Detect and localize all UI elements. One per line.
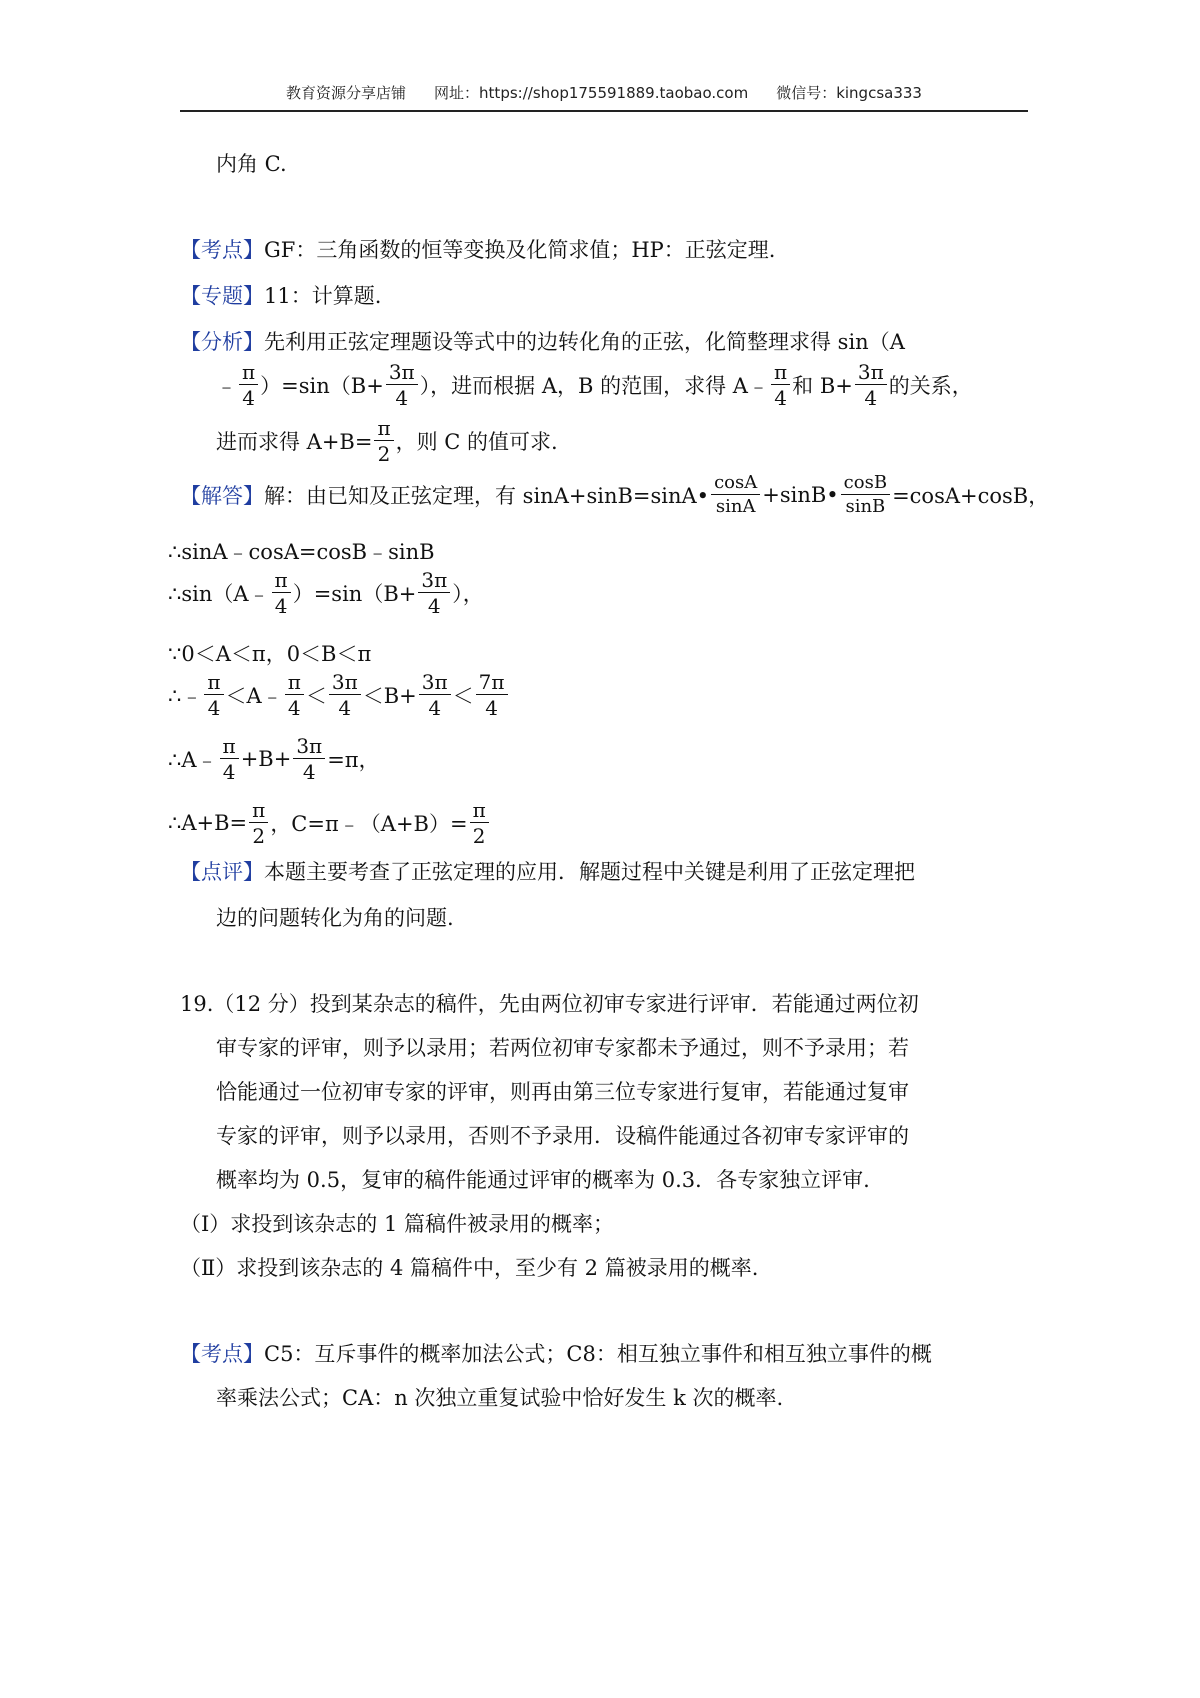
step-6: ∴A+B= $\frac{\pi}{2}$ ，C=π﹣（A+B）= $\frac{\pi}{2}$ (168, 800, 491, 846)
q19-line-3: 恰能通过一位初审专家的评审，则再由第三位专家进行复审，若能通过复审 (216, 1080, 909, 1104)
fraction: $\frac{\pi}{4}$ (239, 362, 258, 408)
fraction: $\frac{3\pi}{4}$ (329, 672, 361, 718)
fraction: $\frac{\cos B}{\sin B}$ (841, 474, 890, 516)
fraction: $\frac{\pi}{4}$ (771, 362, 790, 408)
fraction: $\frac{3\pi}{4}$ (386, 362, 418, 408)
kaodian-line: 【考点】 GF：三角函数的恒等变换及化简求值；HP：正弦定理. (180, 234, 775, 264)
header-site: 网址：https://shop175591889.taobao.com (434, 84, 749, 102)
q19-part-2: （Ⅱ）求投到该杂志的 4 篇稿件中，至少有 2 篇被录用的概率. (180, 1256, 759, 1280)
fraction: $\frac{\pi}{4}$ (272, 570, 291, 616)
page-header (180, 82, 1028, 112)
dianping-line-1: 【点评】 本题主要考查了正弦定理的应用．解题过程中关键是利用了正弦定理把 (180, 856, 915, 886)
fenxi-line-1: 【分析】 先利用正弦定理题设等式中的边转化角的正弦，化简整理求得 sin（A (180, 326, 905, 356)
fraction: $\frac{\pi}{4}$ (285, 672, 304, 718)
fraction: $\frac{3\pi}{4}$ (293, 736, 325, 782)
fraction: $\frac{\pi}{2}$ (249, 800, 268, 846)
fraction: $\frac{\pi}{4}$ (204, 672, 223, 718)
step-2: ∴sin（A﹣ $\frac{\pi}{4}$ ）=sin（B+ $\frac{3\pi}{4}$ ）， (168, 568, 484, 618)
jieda-tag: 【解答】 (180, 484, 264, 508)
step-3: ∵0＜A＜π，0＜B＜π (168, 642, 372, 666)
q19-line-5: 概率均为 0.5，复审的稿件能通过评审的概率为 0.3．各专家独立评审. (216, 1168, 870, 1192)
fraction: $\frac{\cos A}{\sin A}$ (711, 474, 760, 516)
prev-continuation: 内角 C. (216, 152, 287, 176)
fraction: $\frac{\pi}{4}$ (220, 736, 239, 782)
dianping-line-2: 边的问题转化为角的问题. (216, 906, 454, 930)
step-4: ∴﹣ $\frac{\pi}{4}$ ＜A﹣ $\frac{\pi}{4}$ ＜ $\frac{3\pi}{4}$ ＜B+ $\frac{3\pi}{4}$ ＜ $\frac{7\pi}{4}$ (168, 672, 510, 718)
zhuanti-tag: 【专题】 (180, 284, 264, 308)
header-wechat: 微信号：kingcsa333 (776, 84, 922, 102)
q19-kaodian-tag: 【考点】 (180, 1342, 264, 1366)
jieda-line-1: 【解答】 解：由已知及正弦定理，有 sinA+sinB=sinA• $\frac{\cos A}{\sin A}$ +sinB• $\frac{\cos B}{\sin B}$ =cosA+cosB， (180, 472, 1050, 517)
q19-part-1: （Ⅰ）求投到该杂志的 1 篇稿件被录用的概率； (180, 1212, 615, 1236)
fraction: $\frac{\pi}{2}$ (374, 418, 393, 464)
fenxi-tag: 【分析】 (180, 330, 264, 354)
fraction: $\frac{3\pi}{4}$ (418, 570, 450, 616)
q19-line-2: 审专家的评审，则予以录用；若两位初审专家都未予通过，则不予录用；若 (216, 1036, 909, 1060)
step-1: ∴sinA﹣cosA=cosB﹣sinB (168, 540, 435, 564)
fraction: $\frac{3\pi}{4}$ (855, 362, 887, 408)
fraction: $\frac{\pi}{2}$ (470, 800, 489, 846)
kaodian-tag: 【考点】 (180, 238, 264, 262)
q19-line-4: 专家的评审，则予以录用，否则不予录用．设稿件能通过各初审专家评审的 (216, 1124, 909, 1148)
fenxi-line-2: ﹣ $\frac{\pi}{4}$ ）=sin（B+ $\frac{3\pi}{4}$ ），进而根据 A，B 的范围，求得 A﹣ $\frac{\pi}{4}$ 和 B+ $\frac{3\pi}{4}$ 的关系， (216, 360, 973, 410)
zhuanti-line: 【专题】 11：计算题. (180, 280, 381, 310)
fenxi-line-3: 进而求得 A+B= $\frac{\pi}{2}$ ，则 C 的值可求. (216, 416, 558, 466)
fraction: $\frac{3\pi}{4}$ (419, 672, 451, 718)
dianping-tag: 【点评】 (180, 860, 264, 884)
step-5: ∴A﹣ $\frac{\pi}{4}$ +B+ $\frac{3\pi}{4}$ =π， (168, 734, 380, 784)
header-store: 教育资源分享店铺 (286, 84, 407, 102)
q19-line-1: 19.（12 分）投到某杂志的稿件，先由两位初审专家进行评审．若能通过两位初 (180, 992, 919, 1016)
q19-kaodian-line-1: 【考点】 C5：互斥事件的概率加法公式；C8：相互独立事件和相互独立事件的概 (180, 1338, 932, 1368)
q19-kaodian-line-2: 率乘法公式；CA：n 次独立重复试验中恰好发生 k 次的概率. (216, 1386, 784, 1410)
fraction: $\frac{7\pi}{4}$ (476, 672, 508, 718)
